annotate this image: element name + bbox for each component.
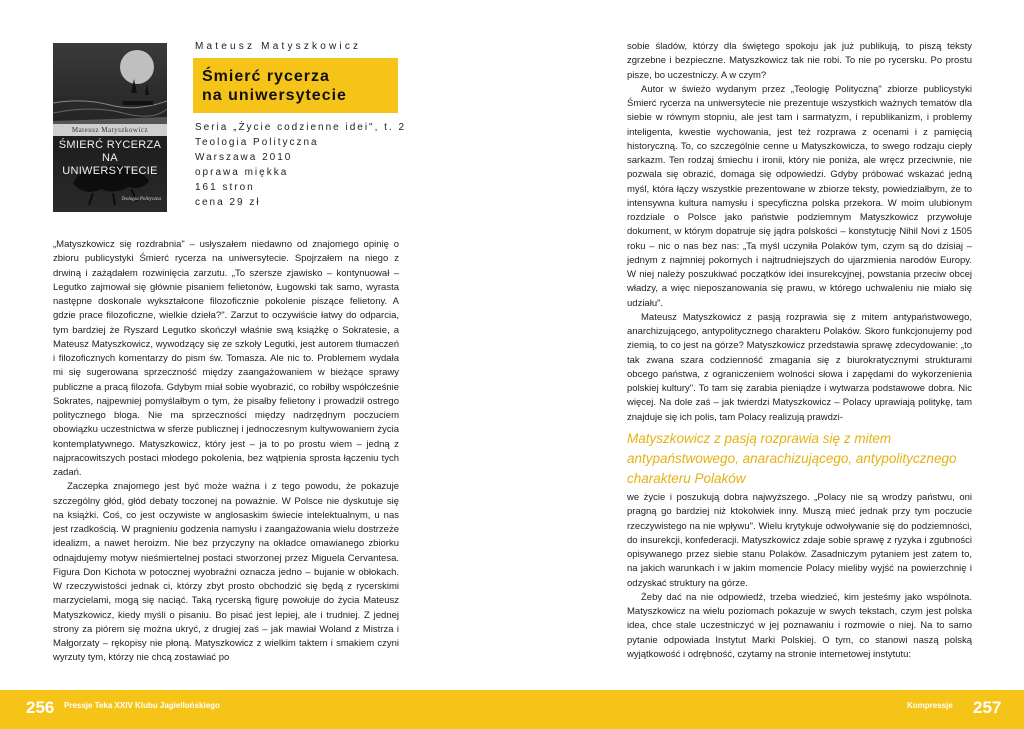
- book-info-place-year: Warszawa 2010: [195, 152, 293, 163]
- cover-author-label: Mateusz Matyszkowicz: [53, 124, 167, 136]
- footer-bar: [0, 690, 1024, 729]
- paragraph: „Matyszkowicz się rozdrabnia" – usłyszałem niedawno od znajomego opinię o zbioru publicystyki Śmierć rycerza na uniwersytecie. Spojrzałem na niego z drwiną i zażądałem rozwinięcia zarzutu. „To szersze zjawisko – kontynuował – Legutko zajmował się głównie pisaniem felietonów, Ługowski tak samo, wyrasta następne doskonale wykształcone filozoficznie pokolenie piszące felietony. A gdzie prace filozoficzne, wielkie dzieła?". Zarzut to oczywiście łatwy do odparcia, tym bardziej że Ryszard Legutko skończył właśnie swą książkę o Sokratesie, a Mateusz Matyszkowicz, wywodzący się ze szkoły Legutki, jest autorem tłumaczeń i filozoficznych komentarzy do pism św. Tomasza. Ale nic to. Problemem wydała mi się sugerowana sprzeczność między zaangażowaniem w bieżące sprawy publiczne a pracą filozofa. Gdybym miał sobie wyobrazić, co robiłby współcześnie Sokrates, najpewniej pomyślałbym o tym, że pisałby felietony i prowadził ostrego politycznego bloga. Nie ma sprzeczności między nadrzędnym poczuciem obowiązku uczestnictwa w sferze publicznej i jednoczesnym kultywowaniem życia kontemplatywnego. Matyszkowicz, który jest – ja to po prostu wiem – jedną z najpracowitszych postaci młodego pokolenia, bez wątpienia sprosta łączeniu tych zadań.: [53, 239, 399, 478]
- right-page-number: 257: [973, 698, 1002, 717]
- paragraph: Żeby dać na nie odpowiedź, trzeba wiedzieć, kim jesteśmy jako wspólnota. Matyszkowicz na wielu poziomach pokazuje w swych tekstach, czym jest polska idea, chce stale uczestniczyć w jej poznawaniu i rozmowie o niej. Na to samo pytanie odpowiada Instytut Marki Polskiej. O tym, co stanowi naszą polską wyjątkowość i odrębność, czytamy na stronie internetowej instytutu:: [627, 591, 972, 660]
- book-info: [195, 120, 406, 210]
- right-column-bottom-text: [627, 491, 972, 662]
- paragraph: Autor w świeżo wydanym przez „Teologię Polityczną" zbiorze publicystyki Śmierć rycerza na uniwersytecie nie prezentuje wszystkich ważnych tematów dla siebie w równym stopniu, ale jest tam i sarmatyzm, i republikanizm, i problemy inteligenta, kwestie wychowania, jest też rozprawa z ocenami i z pamięcią historyczną. To, co szczególnie cenne u Matyszkowicza, to swego rodzaju ciepły sarkazm. Ten rodzaj śmiechu i ironii, który nie poniża, ale wręcz przeciwnie, nie pozwala się obrazić, domaga się odpowiedzi. Gdyby próbować wskazać jedną myśl, która łączy wszystkie prezentowane w zbiorze teksty, powiedziałbym, że to intensywna kultura namysłu i specyficzna polska przekora. W moim ulubionym rozdziale o Polsce jako państwie podziemnym Matyszkowicz przywołuje dokument, w którym dopatruje się jądra polskości – konstytucję Nihil Novi z 1505 roku – nic o nas bez nas: „Ta myśl uczyniła Polaków tym, czym są do dzisiaj – jednym z najmniej pokornych i najtrudniejszych do ujarzmienia narodów Europy. W niej należy poszukiwać początków idei insurekcyjnej, powstania przeciw obcej władzy, a więc nieposzanowania się prawu, w którego uchwaleniu nie miało się udziału".: [627, 83, 972, 309]
- book-info-price: cena 29 zł: [195, 197, 261, 208]
- book-info-binding: oprawa miękka: [195, 167, 289, 178]
- review-author: Mateusz Matyszkowicz: [195, 41, 362, 52]
- left-page: [0, 0, 512, 690]
- paragraph: Mateusz Matyszkowicz z pasją rozprawia się z mitem antypaństwowego, anarchizującego, antypolitycznego charakteru Polaków. Skoro funkcjonujemy pod ziemią, to co jest na górze? Matyszkowicz przedstawia sprawę zdecydowanie: „to tak zwana szara codzienność zmagania się z biurokratycznymi strukturami obcego państwa, z ograniczeniem wolności słowa i zapędami do wykorzenienia polskiej kultury". To tam się zarabia pieniądze i wytwarza podstawowe dobra. Nic więcej. Na dole zaś – jak twierdzi Matyszkowicz – Polacy uprawiają politykę, tam znajduje się ich polis, tam Polacy realizują prawdzi-: [627, 311, 972, 423]
- right-column-top-text: [627, 40, 972, 425]
- paragraph: we życie i poszukują dobra najwyższego. „Polacy nie są wrodzy państwu, oni pragną go bardziej niż ktokolwiek inny. Muszą mieć jednak przy tym poczucie rzeczywistego na nie wpływu". Wielu krytykuje odwoływanie się do podziemności, do insurekcji, konfederacji. Matyszkowicz zdaje sobie sprawę z ryzyka i zgubności opisywanego przez siebie stanu Polaków. Zasadniczym pytaniem jest zatem to, na jakich warunkach i w jakim momencie Polacy mieliby wyjść na powierzchnię i odzyskać struktury na górze.: [627, 492, 972, 589]
- title-banner: [193, 58, 398, 113]
- book-cover-image: [53, 43, 167, 212]
- right-page: [512, 0, 1024, 690]
- book-info-pages: 161 stron: [195, 182, 255, 193]
- cover-title: ŚMIERĆ RYCERZA NA UNIWERSYTECIE: [58, 139, 162, 177]
- left-page-number: 256: [26, 698, 55, 717]
- left-column-text: [53, 238, 399, 666]
- paragraph: sobie śladów, którzy dla świętego spokoju jak już publikują, to piszą teksty zgrzebne i bezpieczne. Matyszkowicz tak nie robi. To nie po rycersku. Po prostu pisze, bo uczestniczy. A w czym?: [627, 41, 972, 81]
- paragraph: Zaczepka znajomego jest być może ważna i z tego powodu, że pokazuje szczególny głód, głód debaty toczonej na poważnie. W Polsce nie dyskutuje się na książki. Coś, co jest oczywiste w anglosaskim świecie intelektualnym, u nas jest rzadkością. W pragnieniu godzenia namysłu i zaangażowania wielu dostrzeże idealizm, a nawet heroizm. Nie bez przyczyny na okładce omawianego zbiorku odnajdujemy motyw nieśmiertelnej postaci stworzonej przez Miguela Cervantesa. Figura Don Kichota w potocznej wyobraźni oznacza jedno – bujanie w obłokach. W rzeczywistości jednak ci, którzy zbyt prosto obchodzić się będą z rycerskimi marzycielami, mogą się naciąć. Taką rycerską figurę powołuje do życia Mateusz Matyszkowicz, kiedy myśli o pisaniu. Bo pisać jest lepiej, ale i trudniej. Z jednej strony za piórem się można ukryć, z drugiej zaś – jak mawiał Woland z Mistrza i Małgorzaty – rękopisy nie płoną. Matyszkowicz z wielkim taktem i smakiem czyni wyrzuty tym, którzy nie chcą zostawiać po: [53, 481, 399, 664]
- cover-publisher-logo: Teologia Polityczna: [121, 197, 161, 202]
- book-info-series: Seria „Życie codzienne idei", t. 2: [195, 122, 407, 133]
- book-info-publisher: Teologia Polityczna: [195, 137, 319, 148]
- right-footer-label: Kompressje: [907, 701, 953, 710]
- pull-quote: Matyszkowicz z pasją rozprawia się z mitem antypaństwowego, anarachizującego, antypolitycznego charakteru Polaków: [627, 431, 957, 486]
- book-title: Śmierć rycerza na uniwersytecie: [202, 68, 347, 104]
- left-footer-label: Pressje Teka XXIV Klubu Jagiellońskiego: [64, 701, 220, 710]
